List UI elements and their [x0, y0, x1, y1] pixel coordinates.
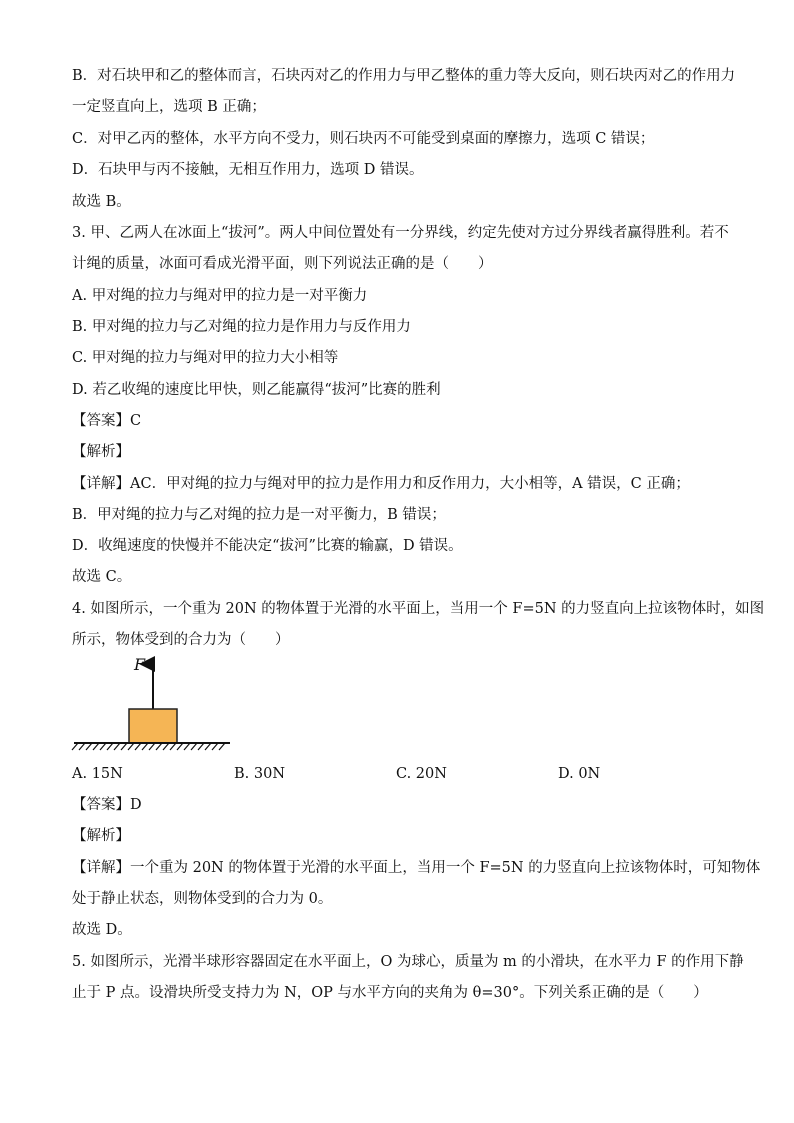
text-line: C．对甲乙丙的整体，水平方向不受力，则石块丙不可能受到桌面的摩擦力，选项 C 错误；: [72, 131, 655, 147]
force-label: F: [134, 655, 146, 674]
q4-option-b: B. 30N: [234, 766, 286, 782]
hatch-mark: [86, 743, 92, 750]
text-line: 故选 B。: [72, 194, 131, 210]
text-line: B．对石块甲和乙的整体而言，石块丙对乙的作用力与甲乙整体的重力等大反向，则石块丙对乙的作用力: [72, 68, 736, 84]
text-line: 故选 D。: [72, 922, 132, 938]
q4-option-a: A. 15N: [72, 766, 123, 782]
text-line: 一定竖直向上，选项 B 正确；: [72, 99, 266, 115]
text-line: D．石块甲与丙不接触，无相互作用力，选项 D 错误。: [72, 162, 424, 178]
hatch-mark: [128, 743, 134, 750]
detail-text-cont: 处于静止状态，则物体受到的合力为 0。: [72, 891, 333, 907]
hatch-mark: [163, 743, 169, 750]
question-4-stem-cont: 所示，物体受到的合力为（ ）: [72, 632, 290, 648]
question-5-stem: 5. 如图所示，光滑半球形容器固定在水平面上，O 为球心，质量为 m 的小滑块，在水平力 F 的作用下静: [72, 954, 744, 970]
ground-hatching: [72, 743, 225, 750]
hatch-mark: [135, 743, 141, 750]
q4-option-c: C. 20N: [396, 766, 447, 782]
answer-label: 【答案】D: [72, 797, 142, 813]
hatch-mark: [72, 743, 78, 750]
text-line: B．甲对绳的拉力与乙对绳的拉力是一对平衡力，B 错误；: [72, 507, 446, 523]
question-5-stem-cont: 止于 P 点。设滑块所受支持力为 N，OP 与水平方向的夹角为 θ=30°。下列关系正确的是（ ）: [72, 985, 708, 1001]
hatch-mark: [177, 743, 183, 750]
text-line: D．收绳速度的快慢并不能决定“拔河”比赛的输赢，D 错误。: [72, 538, 463, 554]
hatch-mark: [142, 743, 148, 750]
answer-label: 【答案】C: [72, 413, 142, 429]
q4-option-d: D. 0N: [558, 766, 601, 782]
hatch-mark: [212, 743, 218, 750]
analysis-label: 【解析】: [72, 444, 130, 460]
detail-text: 【详解】AC．甲对绳的拉力与绳对甲的拉力是作用力和反作用力，大小相等，A 错误，C 正确；: [72, 476, 690, 492]
hatch-mark: [121, 743, 127, 750]
option-a: A. 甲对绳的拉力与绳对甲的拉力是一对平衡力: [72, 288, 368, 304]
hatch-mark: [100, 743, 106, 750]
hatch-mark: [170, 743, 176, 750]
hatch-mark: [93, 743, 99, 750]
hatch-mark: [149, 743, 155, 750]
hatch-mark: [114, 743, 120, 750]
hatch-mark: [198, 743, 204, 750]
question-4-stem: 4. 如图所示，一个重为 20N 的物体置于光滑的水平面上，当用一个 F=5N 的力竖直向上拉该物体时，如图: [72, 601, 765, 617]
option-b: B. 甲对绳的拉力与乙对绳的拉力是作用力与反作用力: [72, 319, 411, 335]
hatch-mark: [219, 743, 225, 750]
option-c: C. 甲对绳的拉力与绳对甲的拉力大小相等: [72, 350, 339, 366]
question-3-stem-cont: 计绳的质量，冰面可看成光滑平面，则下列说法正确的是（ ）: [72, 256, 493, 272]
block: [129, 709, 177, 743]
hatch-mark: [184, 743, 190, 750]
hatch-mark: [79, 743, 85, 750]
question-3-stem: 3. 甲、乙两人在冰面上“拔河”。两人中间位置处有一分界线，约定先使对方过分界线者赢得胜利。若不: [72, 225, 729, 241]
hatch-mark: [107, 743, 113, 750]
hatch-mark: [205, 743, 211, 750]
hatch-mark: [156, 743, 162, 750]
text-line: 故选 C。: [72, 569, 132, 585]
analysis-label: 【解析】: [72, 828, 130, 844]
detail-text: 【详解】一个重为 20N 的物体置于光滑的水平面上，当用一个 F=5N 的力竖直向上拉该物体时，可知物体: [72, 860, 761, 876]
option-d: D. 若乙收绳的速度比甲快，则乙能赢得“拔河”比赛的胜利: [72, 382, 441, 398]
force-diagram: [70, 652, 240, 756]
hatch-mark: [191, 743, 197, 750]
